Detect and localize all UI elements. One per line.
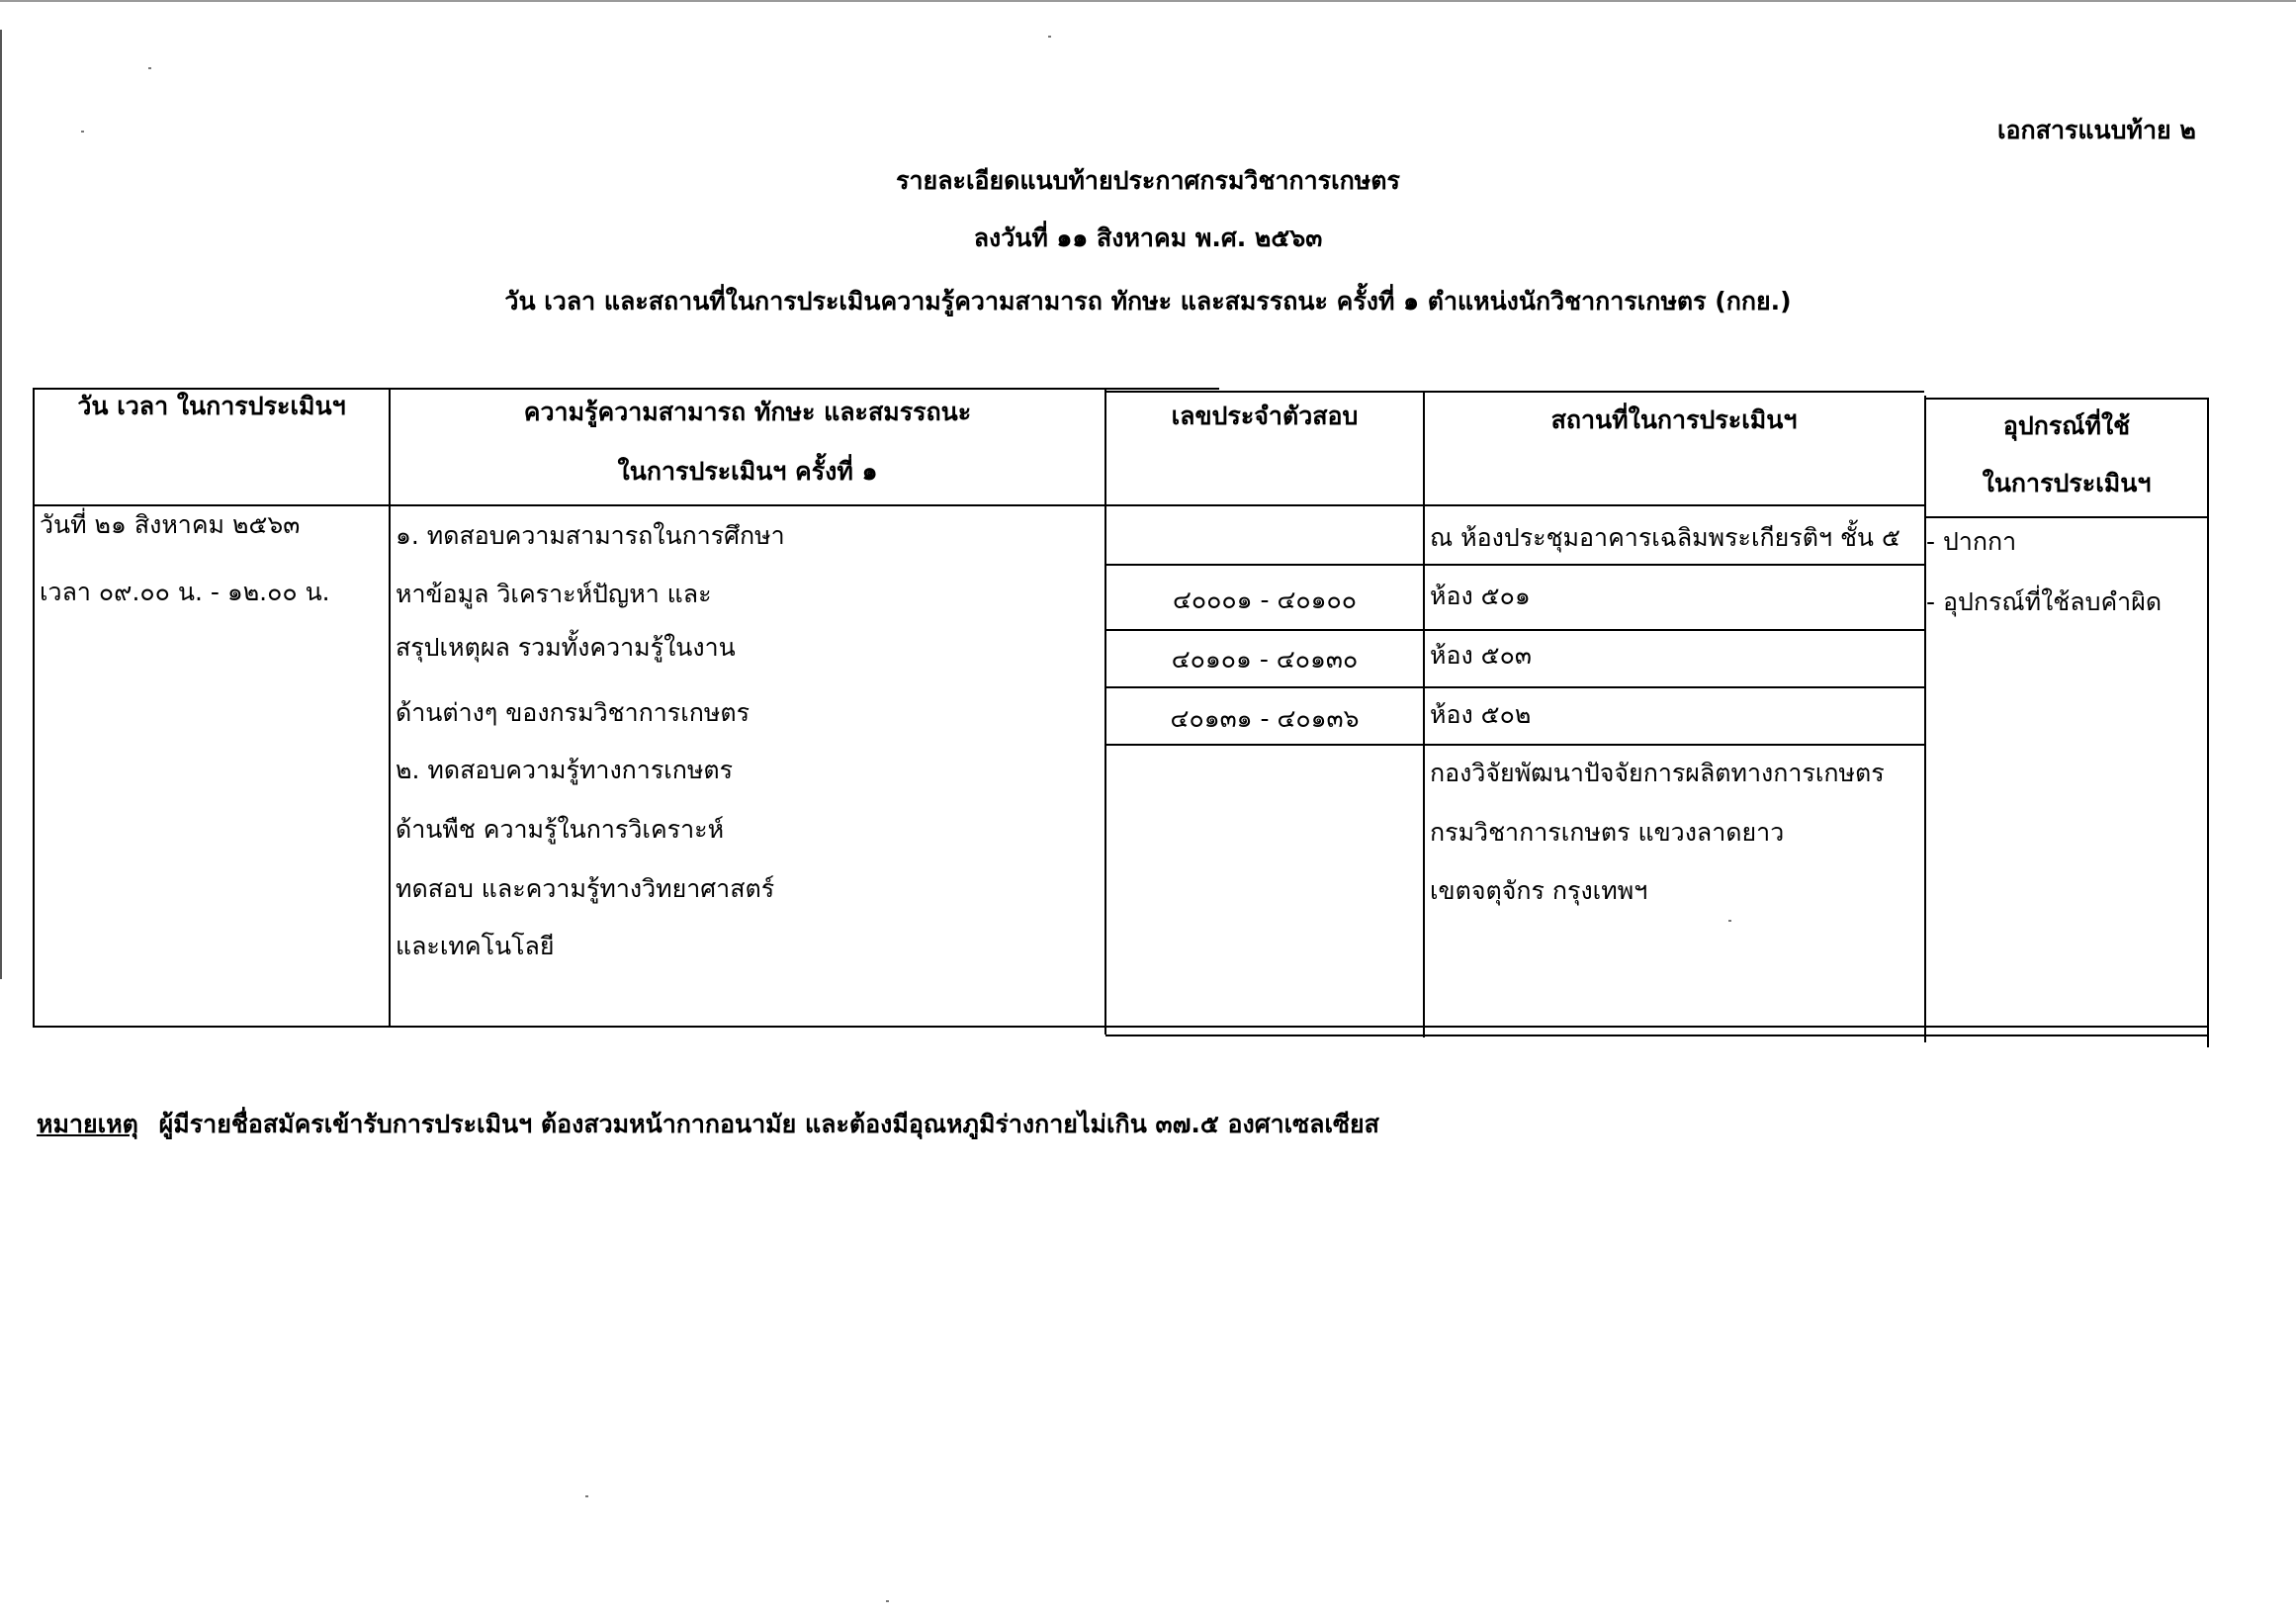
knowledge-line: หาข้อมูล วิเคราะห์ปัญหา และ [396, 580, 712, 608]
room-number: ห้อง ๕๐๓ [1430, 641, 1532, 670]
knowledge-line: ด้านต่างๆ ของกรมวิชาการเกษตร [396, 698, 751, 727]
header-knowledge: ความรู้ความสามารถ ทักษะ และสมรรถนะ [523, 398, 972, 426]
header-knowledge-round: ในการประเมินฯ ครั้งที่ ๑ [617, 457, 878, 486]
header-location: สถานที่ในการประเมินฯ [1550, 405, 1798, 434]
row-divider [1105, 686, 1924, 688]
knowledge-line: สรุปเหตุผล รวมทั้งความรู้ในงาน [396, 633, 736, 662]
room-number: ห้อง ๕๐๑ [1430, 582, 1531, 610]
table-top-border [1105, 391, 1924, 393]
row-divider [1105, 629, 1924, 631]
scan-speck [1728, 920, 1731, 922]
document-subtitle: วัน เวลา และสถานที่ในการประเมินความรู้ความสามารถ ทักษะ และสมรรถนะ ครั้งที่ ๑ ตำแหน่งนักวิชาการเกษตร (กกย.) [504, 287, 1792, 315]
note-label: หมายเหตุ [37, 1110, 138, 1138]
header-bottom-border [33, 504, 1925, 506]
equipment-item: - อุปกรณ์ที่ใช้ลบคำผิด [1926, 587, 2163, 616]
exam-date: วันที่ ๒๑ สิงหาคม ๒๕๖๓ [40, 510, 301, 539]
note-line [37, 1110, 1379, 1139]
table-bottom-border [1105, 1035, 2209, 1036]
scan-speck [1048, 36, 1051, 38]
scan-speck [81, 131, 84, 133]
row-divider [1105, 564, 1924, 566]
header-bottom-border [1924, 516, 2209, 518]
knowledge-line: ๑. ทดสอบความสามารถในการศึกษา [396, 521, 785, 550]
table-bottom-border [33, 1026, 2208, 1028]
exam-id-range: ๔๐๐๐๑ - ๔๐๑๐๐ [1172, 585, 1358, 614]
location-building: ณ ห้องประชุมอาคารเฉลิมพระเกียรติฯ ชั้น ๕ [1430, 523, 1900, 552]
knowledge-line: ด้านพืช ความรู้ในการวิเคราะห์ [396, 815, 725, 844]
room-number: ห้อง ๕๐๒ [1430, 700, 1532, 729]
document-title: รายละเอียดแนบท้ายประกาศกรมวิชาการเกษตร [896, 166, 1400, 195]
knowledge-line: ทดสอบ และความรู้ทางวิทยาศาสตร์ [396, 874, 775, 903]
exam-id-range: ๔๐๑๓๑ - ๔๐๑๓๖ [1170, 704, 1360, 733]
address-line: กองวิจัยพัฒนาปัจจัยการผลิตทางการเกษตร [1430, 759, 1885, 787]
knowledge-line: ๒. ทดสอบความรู้ทางการเกษตร [396, 756, 734, 784]
attachment-label: เอกสารแนบท้าย ๒ [1997, 116, 2196, 144]
address-line: กรมวิชาการเกษตร แขวงลาดยาว [1430, 818, 1785, 847]
scan-speck [886, 1600, 889, 1602]
header-exam-id: เลขประจำตัวสอบ [1171, 402, 1359, 430]
knowledge-line: และเทคโนโลยี [396, 932, 555, 960]
scan-speck [585, 1495, 588, 1497]
table-top-border [1924, 398, 2209, 400]
address-line: เขตจตุจักร กรุงเทพฯ [1430, 876, 1648, 905]
header-date-time: วัน เวลา ในการประเมินฯ [77, 392, 346, 420]
exam-id-range: ๔๐๑๐๑ - ๔๐๑๓๐ [1171, 645, 1359, 674]
document-date: ลงวันที่ ๑๑ สิงหาคม พ.ศ. ๒๕๖๓ [973, 224, 1323, 252]
exam-time: เวลา ๐๙.๐๐ น. - ๑๒.๐๐ น. [40, 578, 330, 606]
note-text: ผู้มีรายชื่อสมัครเข้ารับการประเมินฯ ต้องสวมหน้ากากอนามัย และต้องมีอุณหภูมิร่างกายไม่เกิน ๓๗.๕ องศาเซลเซียส [158, 1110, 1379, 1138]
column-divider [33, 388, 35, 1028]
header-equipment: อุปกรณ์ที่ใช้ [2002, 411, 2131, 440]
header-equipment-round: ในการประเมินฯ [1982, 469, 2152, 497]
scan-top-edge [0, 0, 2296, 2]
scan-speck [148, 67, 151, 69]
table-top-border [33, 388, 1219, 390]
row-divider [1105, 744, 1924, 746]
equipment-item: - ปากกา [1926, 527, 2017, 556]
